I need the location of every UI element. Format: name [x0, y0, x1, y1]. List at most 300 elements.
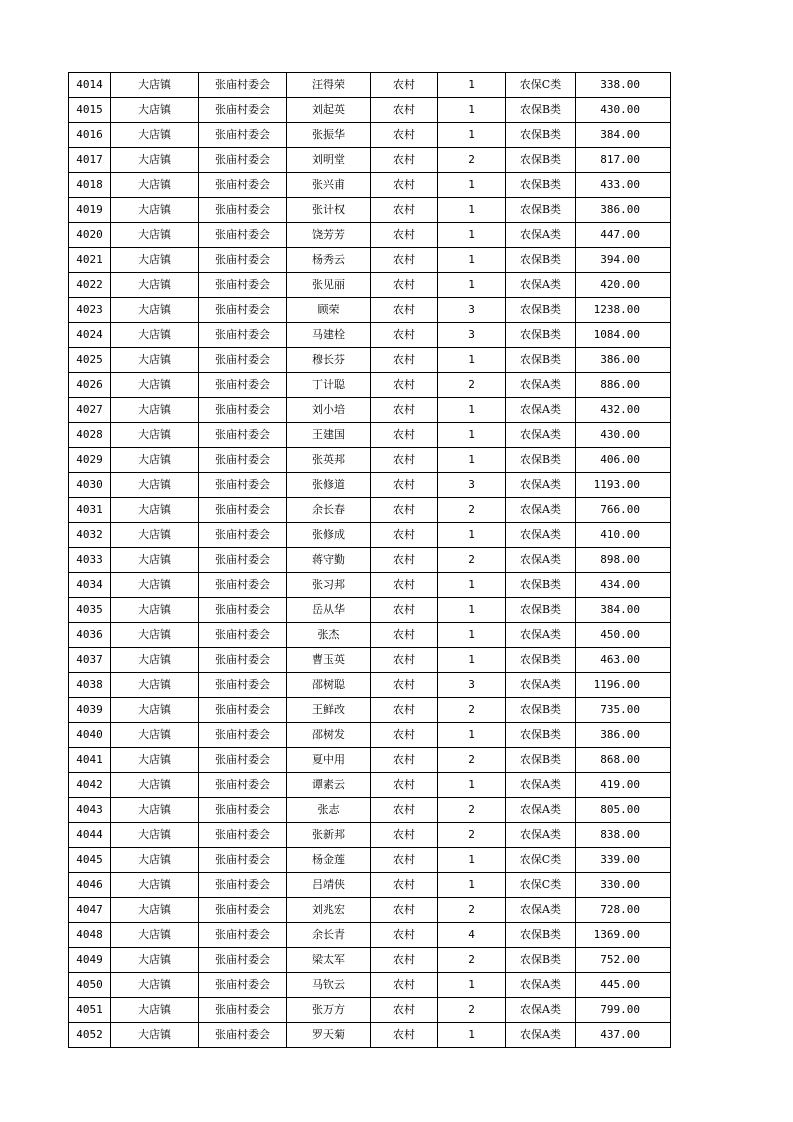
- family-size-cell: 2: [438, 948, 506, 973]
- insurance-category-cell: 农保A类: [506, 223, 576, 248]
- household-type-cell: 农村: [371, 473, 438, 498]
- village-committee-cell: 张庙村委会: [199, 923, 287, 948]
- village-committee-cell: 张庙村委会: [199, 773, 287, 798]
- record-id-cell: 4016: [69, 123, 111, 148]
- family-size-cell: 1: [438, 223, 506, 248]
- town-cell: 大店镇: [111, 248, 199, 273]
- insurance-category-cell: 农保B类: [506, 948, 576, 973]
- amount-cell: 339.00: [576, 848, 671, 873]
- record-id-cell: 4023: [69, 298, 111, 323]
- name-cell: 王建国: [287, 423, 371, 448]
- amount-cell: 447.00: [576, 223, 671, 248]
- record-id-cell: 4025: [69, 348, 111, 373]
- amount-cell: 410.00: [576, 523, 671, 548]
- insurance-category-cell: 农保B类: [506, 298, 576, 323]
- record-id-cell: 4047: [69, 898, 111, 923]
- insurance-category-cell: 农保A类: [506, 1023, 576, 1048]
- name-cell: 张振华: [287, 123, 371, 148]
- name-cell: 张志: [287, 798, 371, 823]
- amount-cell: 437.00: [576, 1023, 671, 1048]
- table-row: [69, 523, 671, 548]
- amount-cell: 384.00: [576, 598, 671, 623]
- insurance-category-cell: 农保A类: [506, 498, 576, 523]
- town-cell: 大店镇: [111, 973, 199, 998]
- family-size-cell: 1: [438, 173, 506, 198]
- family-size-cell: 1: [438, 623, 506, 648]
- amount-cell: 420.00: [576, 273, 671, 298]
- town-cell: 大店镇: [111, 623, 199, 648]
- name-cell: 张修道: [287, 473, 371, 498]
- name-cell: 张兴甫: [287, 173, 371, 198]
- name-cell: 马钦云: [287, 973, 371, 998]
- family-size-cell: 2: [438, 148, 506, 173]
- household-type-cell: 农村: [371, 998, 438, 1023]
- household-type-cell: 农村: [371, 973, 438, 998]
- village-committee-cell: 张庙村委会: [199, 598, 287, 623]
- record-id-cell: 4027: [69, 398, 111, 423]
- name-cell: 梁太军: [287, 948, 371, 973]
- name-cell: 张见丽: [287, 273, 371, 298]
- household-type-cell: 农村: [371, 698, 438, 723]
- record-id-cell: 4034: [69, 573, 111, 598]
- insurance-category-cell: 农保A类: [506, 823, 576, 848]
- name-cell: 穆长芬: [287, 348, 371, 373]
- family-size-cell: 2: [438, 373, 506, 398]
- village-committee-cell: 张庙村委会: [199, 1023, 287, 1048]
- village-committee-cell: 张庙村委会: [199, 573, 287, 598]
- village-committee-cell: 张庙村委会: [199, 173, 287, 198]
- amount-cell: 386.00: [576, 723, 671, 748]
- insurance-category-cell: 农保A类: [506, 623, 576, 648]
- town-cell: 大店镇: [111, 298, 199, 323]
- family-size-cell: 1: [438, 873, 506, 898]
- table-row: [69, 448, 671, 473]
- record-id-cell: 4049: [69, 948, 111, 973]
- family-size-cell: 1: [438, 973, 506, 998]
- name-cell: 饶芳芳: [287, 223, 371, 248]
- amount-cell: 386.00: [576, 198, 671, 223]
- table-row: [69, 148, 671, 173]
- household-type-cell: 农村: [371, 248, 438, 273]
- household-type-cell: 农村: [371, 123, 438, 148]
- town-cell: 大店镇: [111, 673, 199, 698]
- household-type-cell: 农村: [371, 323, 438, 348]
- record-id-cell: 4048: [69, 923, 111, 948]
- insurance-category-cell: 农保B类: [506, 198, 576, 223]
- household-type-cell: 农村: [371, 798, 438, 823]
- household-type-cell: 农村: [371, 723, 438, 748]
- town-cell: 大店镇: [111, 173, 199, 198]
- record-id-cell: 4015: [69, 98, 111, 123]
- table-row: [69, 573, 671, 598]
- insurance-category-cell: 农保C类: [506, 873, 576, 898]
- village-committee-cell: 张庙村委会: [199, 423, 287, 448]
- record-id-cell: 4029: [69, 448, 111, 473]
- amount-cell: 463.00: [576, 648, 671, 673]
- table-row: [69, 423, 671, 448]
- name-cell: 王鲜改: [287, 698, 371, 723]
- town-cell: 大店镇: [111, 748, 199, 773]
- name-cell: 蒋守勤: [287, 548, 371, 573]
- family-size-cell: 2: [438, 823, 506, 848]
- town-cell: 大店镇: [111, 573, 199, 598]
- record-id-cell: 4022: [69, 273, 111, 298]
- insurance-category-cell: 农保B类: [506, 448, 576, 473]
- household-type-cell: 农村: [371, 273, 438, 298]
- name-cell: 罗天菊: [287, 1023, 371, 1048]
- record-id-cell: 4033: [69, 548, 111, 573]
- family-size-cell: 2: [438, 498, 506, 523]
- village-committee-cell: 张庙村委会: [199, 448, 287, 473]
- household-type-cell: 农村: [371, 198, 438, 223]
- family-size-cell: 1: [438, 348, 506, 373]
- table-row: [69, 173, 671, 198]
- amount-cell: 432.00: [576, 398, 671, 423]
- name-cell: 顾荣: [287, 298, 371, 323]
- records-table-body: [69, 73, 671, 1048]
- family-size-cell: 2: [438, 548, 506, 573]
- family-size-cell: 2: [438, 698, 506, 723]
- amount-cell: 394.00: [576, 248, 671, 273]
- village-committee-cell: 张庙村委会: [199, 223, 287, 248]
- family-size-cell: 1: [438, 423, 506, 448]
- record-id-cell: 4020: [69, 223, 111, 248]
- town-cell: 大店镇: [111, 923, 199, 948]
- village-committee-cell: 张庙村委会: [199, 798, 287, 823]
- village-committee-cell: 张庙村委会: [199, 848, 287, 873]
- table-row: [69, 948, 671, 973]
- record-id-cell: 4040: [69, 723, 111, 748]
- household-type-cell: 农村: [371, 923, 438, 948]
- name-cell: 刘明堂: [287, 148, 371, 173]
- household-type-cell: 农村: [371, 348, 438, 373]
- town-cell: 大店镇: [111, 798, 199, 823]
- name-cell: 杨金莲: [287, 848, 371, 873]
- name-cell: 杨秀云: [287, 248, 371, 273]
- record-id-cell: 4043: [69, 798, 111, 823]
- name-cell: 张计权: [287, 198, 371, 223]
- amount-cell: 434.00: [576, 573, 671, 598]
- record-id-cell: 4039: [69, 698, 111, 723]
- record-id-cell: 4042: [69, 773, 111, 798]
- household-type-cell: 农村: [371, 398, 438, 423]
- record-id-cell: 4046: [69, 873, 111, 898]
- household-type-cell: 农村: [371, 948, 438, 973]
- village-committee-cell: 张庙村委会: [199, 548, 287, 573]
- table-row: [69, 348, 671, 373]
- household-type-cell: 农村: [371, 898, 438, 923]
- town-cell: 大店镇: [111, 823, 199, 848]
- insurance-category-cell: 农保C类: [506, 848, 576, 873]
- amount-cell: 433.00: [576, 173, 671, 198]
- table-row: [69, 673, 671, 698]
- family-size-cell: 3: [438, 473, 506, 498]
- insurance-category-cell: 农保A类: [506, 973, 576, 998]
- town-cell: 大店镇: [111, 648, 199, 673]
- amount-cell: 430.00: [576, 423, 671, 448]
- family-size-cell: 3: [438, 673, 506, 698]
- insurance-category-cell: 农保B类: [506, 698, 576, 723]
- town-cell: 大店镇: [111, 873, 199, 898]
- family-size-cell: 1: [438, 123, 506, 148]
- family-size-cell: 1: [438, 448, 506, 473]
- village-committee-cell: 张庙村委会: [199, 373, 287, 398]
- village-committee-cell: 张庙村委会: [199, 698, 287, 723]
- household-type-cell: 农村: [371, 823, 438, 848]
- name-cell: 刘起英: [287, 98, 371, 123]
- name-cell: 张杰: [287, 623, 371, 648]
- village-committee-cell: 张庙村委会: [199, 898, 287, 923]
- household-type-cell: 农村: [371, 373, 438, 398]
- table-row: [69, 498, 671, 523]
- table-row: [69, 848, 671, 873]
- insurance-category-cell: 农保B类: [506, 598, 576, 623]
- insurance-category-cell: 农保B类: [506, 123, 576, 148]
- town-cell: 大店镇: [111, 698, 199, 723]
- village-committee-cell: 张庙村委会: [199, 348, 287, 373]
- table-row: [69, 598, 671, 623]
- records-table: [68, 72, 671, 1048]
- amount-cell: 330.00: [576, 873, 671, 898]
- table-row: [69, 898, 671, 923]
- amount-cell: 868.00: [576, 748, 671, 773]
- household-type-cell: 农村: [371, 848, 438, 873]
- table-row: [69, 73, 671, 98]
- family-size-cell: 1: [438, 523, 506, 548]
- table-row: [69, 748, 671, 773]
- village-committee-cell: 张庙村委会: [199, 298, 287, 323]
- insurance-category-cell: 农保A类: [506, 398, 576, 423]
- table-row: [69, 373, 671, 398]
- town-cell: 大店镇: [111, 273, 199, 298]
- record-id-cell: 4036: [69, 623, 111, 648]
- household-type-cell: 农村: [371, 648, 438, 673]
- household-type-cell: 农村: [371, 448, 438, 473]
- table-row: [69, 698, 671, 723]
- town-cell: 大店镇: [111, 498, 199, 523]
- village-committee-cell: 张庙村委会: [199, 998, 287, 1023]
- town-cell: 大店镇: [111, 723, 199, 748]
- amount-cell: 752.00: [576, 948, 671, 973]
- table-row: [69, 323, 671, 348]
- insurance-category-cell: 农保A类: [506, 473, 576, 498]
- record-id-cell: 4052: [69, 1023, 111, 1048]
- insurance-category-cell: 农保B类: [506, 323, 576, 348]
- household-type-cell: 农村: [371, 498, 438, 523]
- household-type-cell: 农村: [371, 673, 438, 698]
- insurance-category-cell: 农保A类: [506, 773, 576, 798]
- village-committee-cell: 张庙村委会: [199, 648, 287, 673]
- family-size-cell: 2: [438, 998, 506, 1023]
- insurance-category-cell: 农保B类: [506, 723, 576, 748]
- name-cell: 马建栓: [287, 323, 371, 348]
- insurance-category-cell: 农保B类: [506, 248, 576, 273]
- household-type-cell: 农村: [371, 148, 438, 173]
- name-cell: 夏中用: [287, 748, 371, 773]
- town-cell: 大店镇: [111, 598, 199, 623]
- table-row: [69, 973, 671, 998]
- record-id-cell: 4050: [69, 973, 111, 998]
- table-row: [69, 798, 671, 823]
- family-size-cell: 1: [438, 98, 506, 123]
- name-cell: 吕靖侠: [287, 873, 371, 898]
- town-cell: 大店镇: [111, 98, 199, 123]
- record-id-cell: 4051: [69, 998, 111, 1023]
- table-row: [69, 298, 671, 323]
- table-row: [69, 998, 671, 1023]
- insurance-category-cell: 农保A类: [506, 548, 576, 573]
- town-cell: 大店镇: [111, 448, 199, 473]
- name-cell: 刘兆宏: [287, 898, 371, 923]
- insurance-category-cell: 农保B类: [506, 173, 576, 198]
- family-size-cell: 3: [438, 298, 506, 323]
- insurance-category-cell: 农保A类: [506, 998, 576, 1023]
- village-committee-cell: 张庙村委会: [199, 523, 287, 548]
- record-id-cell: 4019: [69, 198, 111, 223]
- insurance-category-cell: 农保A类: [506, 273, 576, 298]
- name-cell: 邵树聪: [287, 673, 371, 698]
- name-cell: 张英邦: [287, 448, 371, 473]
- family-size-cell: 1: [438, 648, 506, 673]
- town-cell: 大店镇: [111, 323, 199, 348]
- insurance-category-cell: 农保B类: [506, 98, 576, 123]
- table-row: [69, 473, 671, 498]
- amount-cell: 735.00: [576, 698, 671, 723]
- record-id-cell: 4041: [69, 748, 111, 773]
- amount-cell: 817.00: [576, 148, 671, 173]
- insurance-category-cell: 农保B类: [506, 748, 576, 773]
- family-size-cell: 4: [438, 923, 506, 948]
- insurance-category-cell: 农保B类: [506, 573, 576, 598]
- record-id-cell: 4024: [69, 323, 111, 348]
- family-size-cell: 1: [438, 73, 506, 98]
- town-cell: 大店镇: [111, 998, 199, 1023]
- town-cell: 大店镇: [111, 123, 199, 148]
- amount-cell: 1084.00: [576, 323, 671, 348]
- record-id-cell: 4030: [69, 473, 111, 498]
- village-committee-cell: 张庙村委会: [199, 198, 287, 223]
- name-cell: 曹玉英: [287, 648, 371, 673]
- record-id-cell: 4031: [69, 498, 111, 523]
- name-cell: 张修成: [287, 523, 371, 548]
- family-size-cell: 1: [438, 1023, 506, 1048]
- household-type-cell: 农村: [371, 548, 438, 573]
- insurance-category-cell: 农保A类: [506, 898, 576, 923]
- amount-cell: 728.00: [576, 898, 671, 923]
- village-committee-cell: 张庙村委会: [199, 823, 287, 848]
- record-id-cell: 4035: [69, 598, 111, 623]
- household-type-cell: 农村: [371, 523, 438, 548]
- insurance-category-cell: 农保B类: [506, 923, 576, 948]
- table-row: [69, 648, 671, 673]
- record-id-cell: 4037: [69, 648, 111, 673]
- insurance-category-cell: 农保A类: [506, 523, 576, 548]
- family-size-cell: 1: [438, 248, 506, 273]
- village-committee-cell: 张庙村委会: [199, 323, 287, 348]
- insurance-category-cell: 农保B类: [506, 348, 576, 373]
- town-cell: 大店镇: [111, 548, 199, 573]
- village-committee-cell: 张庙村委会: [199, 73, 287, 98]
- household-type-cell: 农村: [371, 623, 438, 648]
- table-row: [69, 923, 671, 948]
- table-row: [69, 1023, 671, 1048]
- household-type-cell: 农村: [371, 773, 438, 798]
- table-row: [69, 873, 671, 898]
- family-size-cell: 1: [438, 723, 506, 748]
- record-id-cell: 4032: [69, 523, 111, 548]
- family-size-cell: 1: [438, 273, 506, 298]
- village-committee-cell: 张庙村委会: [199, 673, 287, 698]
- table-row: [69, 98, 671, 123]
- record-id-cell: 4045: [69, 848, 111, 873]
- record-id-cell: 4014: [69, 73, 111, 98]
- household-type-cell: 农村: [371, 873, 438, 898]
- table-row: [69, 823, 671, 848]
- amount-cell: 898.00: [576, 548, 671, 573]
- village-committee-cell: 张庙村委会: [199, 473, 287, 498]
- village-committee-cell: 张庙村委会: [199, 123, 287, 148]
- town-cell: 大店镇: [111, 473, 199, 498]
- town-cell: 大店镇: [111, 398, 199, 423]
- village-committee-cell: 张庙村委会: [199, 873, 287, 898]
- household-type-cell: 农村: [371, 173, 438, 198]
- family-size-cell: 1: [438, 598, 506, 623]
- amount-cell: 430.00: [576, 98, 671, 123]
- household-type-cell: 农村: [371, 98, 438, 123]
- family-size-cell: 1: [438, 398, 506, 423]
- name-cell: 岳从华: [287, 598, 371, 623]
- insurance-category-cell: 农保B类: [506, 648, 576, 673]
- table-row: [69, 123, 671, 148]
- village-committee-cell: 张庙村委会: [199, 948, 287, 973]
- amount-cell: 338.00: [576, 73, 671, 98]
- family-size-cell: 1: [438, 848, 506, 873]
- amount-cell: 1193.00: [576, 473, 671, 498]
- name-cell: 张新邦: [287, 823, 371, 848]
- insurance-category-cell: 农保A类: [506, 673, 576, 698]
- village-committee-cell: 张庙村委会: [199, 498, 287, 523]
- town-cell: 大店镇: [111, 73, 199, 98]
- family-size-cell: 1: [438, 198, 506, 223]
- name-cell: 余长春: [287, 498, 371, 523]
- record-id-cell: 4017: [69, 148, 111, 173]
- village-committee-cell: 张庙村委会: [199, 623, 287, 648]
- table-row: [69, 273, 671, 298]
- family-size-cell: 2: [438, 898, 506, 923]
- family-size-cell: 2: [438, 798, 506, 823]
- table-row: [69, 198, 671, 223]
- table-row: [69, 548, 671, 573]
- amount-cell: 384.00: [576, 123, 671, 148]
- insurance-category-cell: 农保A类: [506, 373, 576, 398]
- town-cell: 大店镇: [111, 1023, 199, 1048]
- insurance-category-cell: 农保A类: [506, 798, 576, 823]
- name-cell: 刘小培: [287, 398, 371, 423]
- village-committee-cell: 张庙村委会: [199, 398, 287, 423]
- amount-cell: 1238.00: [576, 298, 671, 323]
- household-type-cell: 农村: [371, 73, 438, 98]
- table-row: [69, 398, 671, 423]
- household-type-cell: 农村: [371, 298, 438, 323]
- name-cell: 汪得荣: [287, 73, 371, 98]
- name-cell: 张万方: [287, 998, 371, 1023]
- table-row: [69, 723, 671, 748]
- table-row: [69, 248, 671, 273]
- amount-cell: 838.00: [576, 823, 671, 848]
- household-type-cell: 农村: [371, 573, 438, 598]
- record-id-cell: 4026: [69, 373, 111, 398]
- amount-cell: 406.00: [576, 448, 671, 473]
